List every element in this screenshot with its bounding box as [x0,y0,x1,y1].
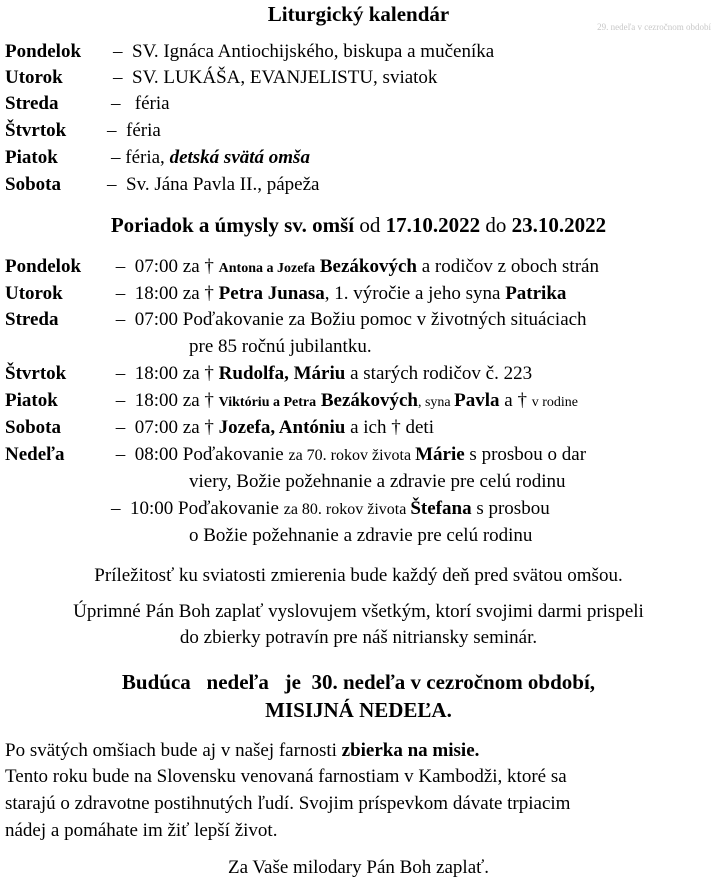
day-label: Utorok [5,67,63,88]
mass-row-wednesday-cont: pre 85 ročnú jubilantku. [189,336,372,357]
calendar-row: Piatok – féria, detská svätá omša [5,145,310,171]
mass-time: 18:00 [134,283,179,304]
mass-time: 18:00 [134,363,179,384]
calendar-text: SV. Ignáca Antiochijského, biskupa a mučeníka [132,41,495,62]
mass-row-tuesday: Utorok – 18:00 za † Petra Junasa, 1. výročie a jeho syna Patrika [5,283,567,304]
date-from: 17.10.2022 [385,213,481,237]
mission-paragraph-line3: starajú o zdravotne postihnutých ľudí. Svojim príspevkom dávate trpiacim [5,793,571,814]
mass-row-wednesday: Streda – 07:00 Poďakovanie za Božiu pomoc v životných situáciach [5,309,587,330]
closing-line: Za Vaše milodary Pán Boh zaplať. [227,857,490,878]
day-label: Pondelok [5,41,82,62]
mass-time: 18:00 [134,390,179,411]
date-to: 23.10.2022 [511,213,607,237]
mass-row-saturday: Sobota – 07:00 za † Jozefa, Antóniu a ich † deti [5,417,434,438]
mass-row-sunday-2: – 10:00 Poďakovanie za 80. rokov života Štefana s prosbou [111,498,550,519]
day-label: Štvrtok [5,120,67,141]
watermark: 29. nedeľa v cezročnom období [597,22,711,32]
calendar-row: Streda – féria [5,91,170,117]
calendar-row: Sobota – Sv. Jána Pavla II., pápeža [5,172,319,198]
mass-time: 07:00 [134,256,179,277]
calendar-title: Liturgický kalendár [267,2,450,26]
calendar-text: Sv. Jána Pavla II., pápeža [126,174,320,195]
day-label: Streda [5,93,59,114]
calendar-text: SV. LUKÁŠA, EVANJELISTU, sviatok [132,67,438,88]
mass-row-friday: Piatok – 18:00 za † Viktóriu a Petra Bezákových, syna Pavla a † v rodine [5,390,578,411]
mission-sunday-heading: MISIJNÁ NEDEĽA. [265,698,452,722]
calendar-row: Pondelok – SV. Ignáca Antiochijského, biskupa a mučeníka [5,39,494,65]
calendar-row: Štvrtok – féria [5,118,161,144]
mass-time: 08:00 [134,444,179,465]
calendar-text: féria [134,93,170,114]
mission-paragraph-line2: Tento roku bude na Slovensku venovaná farnostiam v Kambodži, ktoré sa [5,766,567,787]
thanks-notice-line2: do zbierky potravín pre náš nitriansky seminár. [179,627,538,648]
day-label: Piatok [5,147,58,168]
mission-paragraph-line4: nádej a pomáhate im žiť lepší život. [5,820,278,841]
mass-time: 07:00 [134,309,179,330]
mass-row-sunday-cont: viery, Božie požehnanie a zdravie pre celú rodinu [189,471,566,492]
mass-time: 07:00 [134,417,179,438]
mission-paragraph-line1: Po svätých omšiach bude aj v našej farnosti zbierka na misie. [5,740,480,761]
mass-row-sunday-2-cont: o Božie požehnanie a zdravie pre celú rodinu [189,525,533,546]
schedule-title: Poriadok a úmysly sv. omší od 17.10.2022 do 23.10.2022 [110,213,607,237]
confession-notice: Príležitosť ku sviatosti zmierenia bude každý deň pred svätou omšou. [94,565,623,586]
day-label: Sobota [5,174,61,195]
mass-time: 10:00 [130,498,174,519]
calendar-text: féria [126,120,161,141]
mass-row-sunday: Nedeľa – 08:00 Poďakovanie za 70. rokov života Márie s prosbou o dar [5,444,587,465]
next-sunday-heading: Budúca nedeľa je 30. nedeľa v cezročnom období, [121,670,596,694]
mass-row-thursday: Štvrtok – 18:00 za † Rudolfa, Máriu a starých rodičov č. 223 [5,363,533,384]
calendar-text-emphasis: detská svätá omša [169,147,310,168]
mass-row-monday: Pondelok – 07:00 za † Antona a Jozefa Bezákových a rodičov z oboch strán [5,256,599,277]
mission-collection: zbierka na misie. [341,740,480,761]
calendar-row: Utorok – SV. LUKÁŠA, EVANJELISTU, sviatok [5,65,437,91]
calendar-text: féria, [125,147,170,168]
thanks-notice-line1: Úprimné Pán Boh zaplať vyslovujem všetkým, ktorí svojimi darmi prispeli [73,601,644,622]
